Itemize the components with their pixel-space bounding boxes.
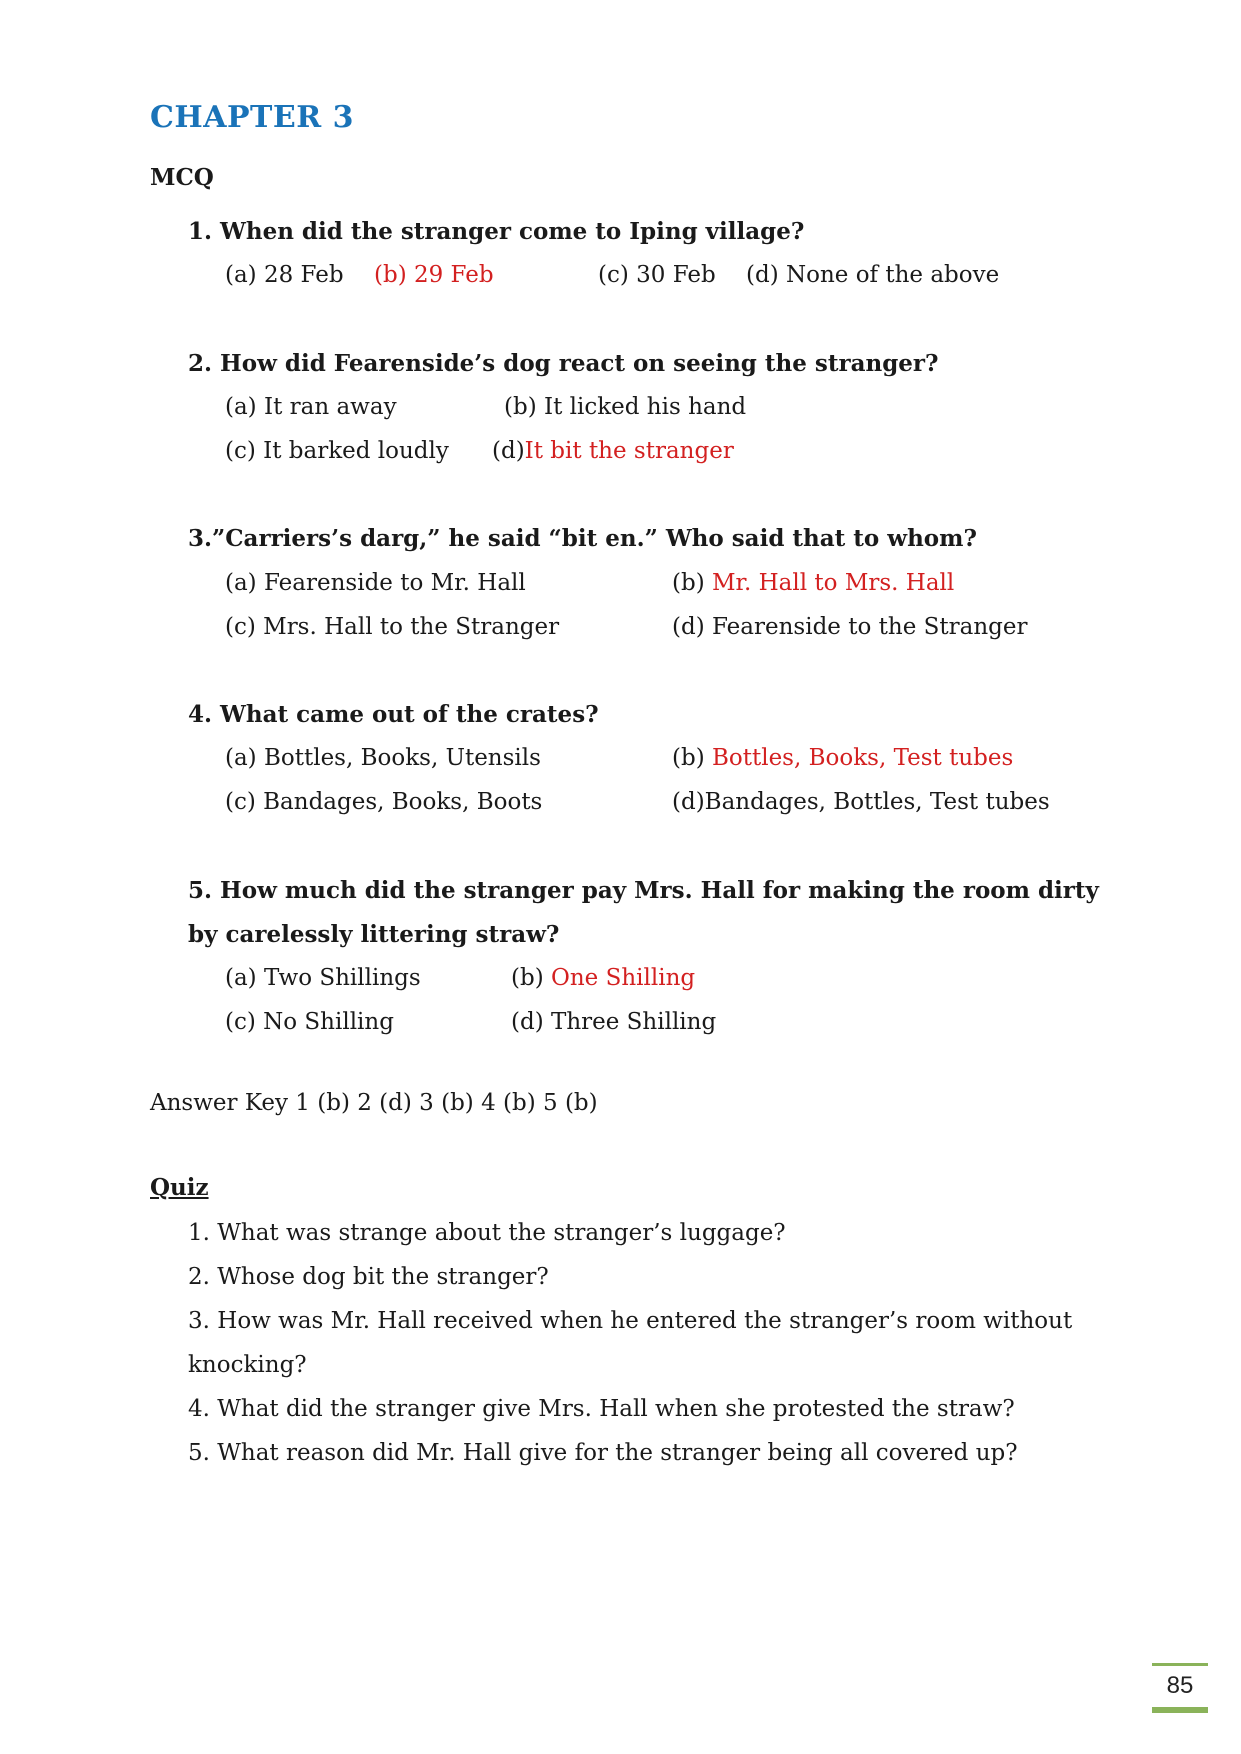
question-1: 1. When did the stranger come to Iping village?	[188, 218, 805, 245]
question-2: 2. How did Fearenside’s dog react on seeing the stranger?	[188, 350, 939, 377]
question-3: 3.”Carriers’s darg,” he said “bit en.” Who said that to whom?	[188, 525, 977, 552]
mcq-heading: MCQ	[150, 164, 214, 191]
quiz-item: 5. What reason did Mr. Hall give for the stranger being all covered up?	[188, 1440, 1018, 1466]
q4-option-b-correct: (b) Bottles, Books, Test tubes	[672, 745, 1014, 771]
q2-option-b: (b) It licked his hand	[504, 394, 747, 420]
q3-option-c: (c) Mrs. Hall to the Stranger	[225, 614, 560, 640]
question-5-continued: by carelessly littering straw?	[188, 921, 560, 948]
question-5: 5. How much did the stranger pay Mrs. Hall for making the room dirty	[188, 877, 1099, 904]
q5-option-c: (c) No Shilling	[225, 1009, 394, 1035]
q3-option-a: (a) Fearenside to Mr. Hall	[225, 570, 526, 596]
q1-option-b-correct: (b) 29 Feb	[374, 262, 494, 288]
q2-option-a: (a) It ran away	[225, 394, 397, 420]
q3-option-d: (d) Fearenside to the Stranger	[672, 614, 1028, 640]
q1-option-d: (d) None of the above	[746, 262, 1000, 288]
page-number-box	[1152, 1663, 1208, 1713]
quiz-item-continued: knocking?	[188, 1352, 307, 1378]
q4-option-a: (a) Bottles, Books, Utensils	[225, 745, 541, 771]
quiz-item: 4. What did the stranger give Mrs. Hall when she protested the straw?	[188, 1396, 1015, 1422]
q3-option-b-correct: (b) Mr. Hall to Mrs. Hall	[672, 570, 955, 596]
q1-option-c: (c) 30 Feb	[598, 262, 716, 288]
answer-key: Answer Key 1 (b) 2 (d) 3 (b) 4 (b) 5 (b)	[150, 1090, 598, 1116]
chapter-title: CHAPTER 3	[150, 100, 354, 135]
q5-option-d: (d) Three Shilling	[511, 1009, 717, 1035]
quiz-heading: Quiz	[150, 1174, 209, 1201]
page-number: 85	[1166, 1672, 1194, 1699]
q4-option-c: (c) Bandages, Books, Boots	[225, 789, 543, 815]
q1-option-a: (a) 28 Feb	[225, 262, 344, 288]
q2-option-d-correct: (d)It bit the stranger	[492, 438, 734, 464]
q5-option-a: (a) Two Shillings	[225, 965, 421, 991]
quiz-item: 2. Whose dog bit the stranger?	[188, 1264, 549, 1290]
q5-option-b-correct: (b) One Shilling	[511, 965, 696, 991]
q4-option-d: (d)Bandages, Bottles, Test tubes	[672, 789, 1050, 815]
quiz-item: 1. What was strange about the stranger’s luggage?	[188, 1220, 786, 1246]
q2-option-c: (c) It barked loudly	[225, 438, 449, 464]
question-4: 4. What came out of the crates?	[188, 701, 599, 728]
quiz-item: 3. How was Mr. Hall received when he entered the stranger’s room without	[188, 1308, 1073, 1334]
